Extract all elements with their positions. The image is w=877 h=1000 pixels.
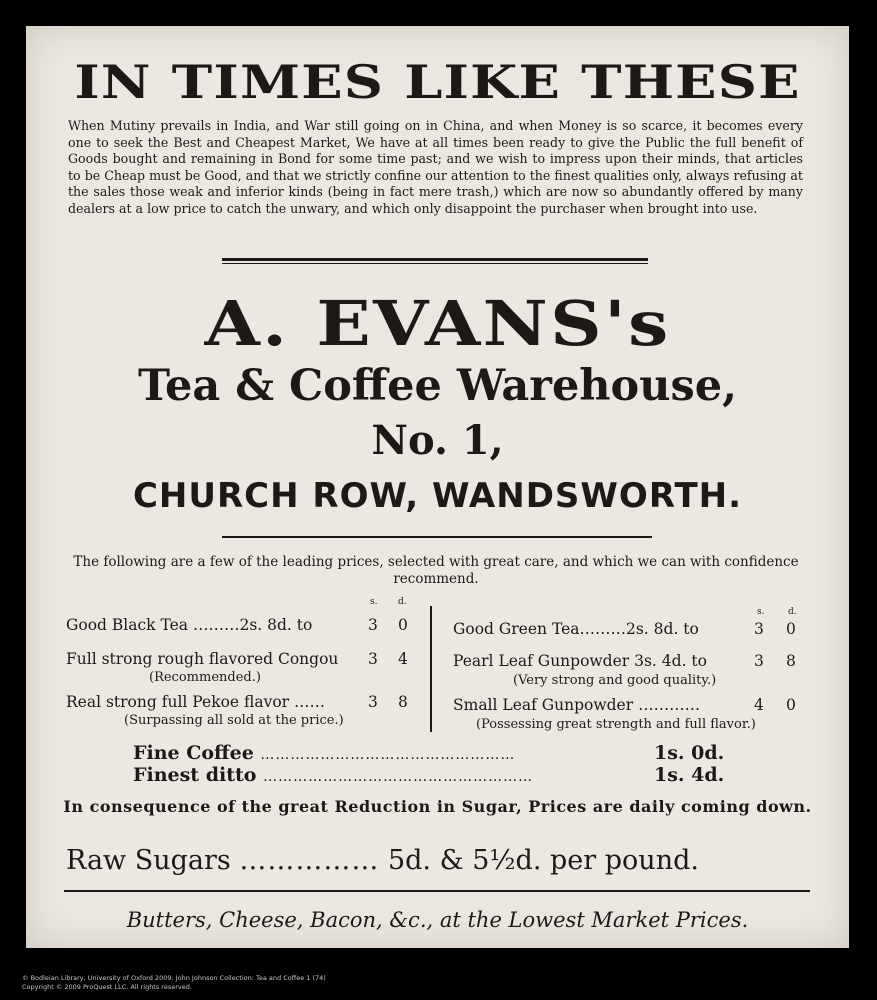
raw-sugars-price: 5d. & 5½d. per pound. <box>387 845 699 876</box>
coffee-row-2-price: 1s. 4d. <box>654 764 725 786</box>
closing-line: Butters, Cheese, Bacon, &c., at the Lowest Market Prices. <box>126 908 749 932</box>
footer-line-2: Copyright © 2009 ProQuest LLC. All rights reserved. <box>22 982 192 991</box>
divider-bottom <box>64 890 810 892</box>
left-item-3-note: (Surpassing all sold at the price.) <box>124 713 344 728</box>
raw-sugars-label: Raw Sugars <box>66 845 231 876</box>
footer-line-1: © Bodleian Library, University of Oxford 2009: John Johnson Collection: Tea and Coffee 1 (74) <box>22 974 326 982</box>
raw-sugars-dots: …………… <box>239 845 380 876</box>
divider-top <box>222 258 648 261</box>
left-item-2-note: (Recommended.) <box>149 670 261 685</box>
coffee-row-2-dots: ……………………………………………… <box>263 769 534 785</box>
right-item-2-label: Pearl Leaf Gunpowder 3s. 4d. to <box>453 652 707 670</box>
divider-top-thin <box>222 263 648 264</box>
right-item-1-d: 0 <box>786 620 796 638</box>
coffee-row-2 <box>133 764 533 788</box>
coffee-row-1 <box>133 742 515 766</box>
divider-middle <box>222 536 652 538</box>
right-item-3-s: 4 <box>754 696 764 714</box>
left-item-1-s: 3 <box>368 616 378 634</box>
left-col-d-header: d. <box>398 597 407 607</box>
left-item-2-label: Full strong rough flavored Congou <box>66 650 339 668</box>
left-item-2-d: 4 <box>398 650 408 668</box>
right-item-2-note: (Very strong and good quality.) <box>513 673 717 688</box>
column-divider <box>430 606 432 732</box>
poster-sheet <box>26 26 849 948</box>
right-item-2-s: 3 <box>754 652 764 670</box>
right-item-3-note: (Possessing great strength and full flavor.) <box>476 717 756 732</box>
coffee-row-1-dots: …………………………………………… <box>260 747 516 763</box>
left-item-1-label: Good Black Tea ………2s. 8d. to <box>66 616 313 634</box>
left-item-3-d: 8 <box>398 693 408 711</box>
coffee-row-1-label: Fine Coffee <box>133 742 254 764</box>
right-item-3-d: 0 <box>786 696 796 714</box>
left-item-1-d: 0 <box>398 616 408 634</box>
business-subtitle: Tea & Coffee Warehouse, <box>137 361 738 411</box>
right-col-d-header: d. <box>788 607 797 617</box>
right-col-s-header: s. <box>757 607 765 617</box>
coffee-row-1-price: 1s. 0d. <box>654 742 725 764</box>
copyright-footer <box>22 974 326 991</box>
sugar-note: In consequence of the great Reduction in Sugar, Prices are daily coming down. <box>63 797 812 816</box>
coffee-row-2-label: Finest ditto <box>133 764 257 786</box>
right-item-1-s: 3 <box>754 620 764 638</box>
headline: IN TIMES LIKE THESE <box>74 55 801 109</box>
left-item-2-s: 3 <box>368 650 378 668</box>
right-item-2-d: 8 <box>786 652 796 670</box>
business-name: A. EVANS's <box>204 287 671 360</box>
right-item-3-label: Small Leaf Gunpowder ………… <box>453 696 701 714</box>
left-item-3-label: Real strong full Pekoe flavor …… <box>66 693 326 711</box>
raw-sugars-row <box>66 844 699 878</box>
left-item-3-s: 3 <box>368 693 378 711</box>
intro-paragraph: When Mutiny prevails in India, and War still going on in China, and when Money is so scarce, it becomes every one to seek the Best and Cheapest Market, We have at all times been ready to give the Public the full benefit of Goods bought and remaining in Bond for some time past; and we wish to impress upon their minds, that articles to be Cheap must be Good, and that we strictly confine our attention to the finest qualities only, always refusing at the sales those weak and inferior kinds (being in fact mere trash,) which are now so abundantly offered by many dealers at a low price to catch the unwary, and which only disappoint the purchaser when brought into use. <box>68 118 803 216</box>
business-number: No. 1, <box>371 417 504 464</box>
right-item-1-label: Good Green Tea………2s. 8d. to <box>453 620 699 638</box>
prices-note: The following are a few of the leading prices, selected with great care, and which we can with confidence recommend. <box>73 554 799 587</box>
business-address: CHURCH ROW, WANDSWORTH. <box>132 476 743 516</box>
left-col-s-header: s. <box>370 597 378 607</box>
